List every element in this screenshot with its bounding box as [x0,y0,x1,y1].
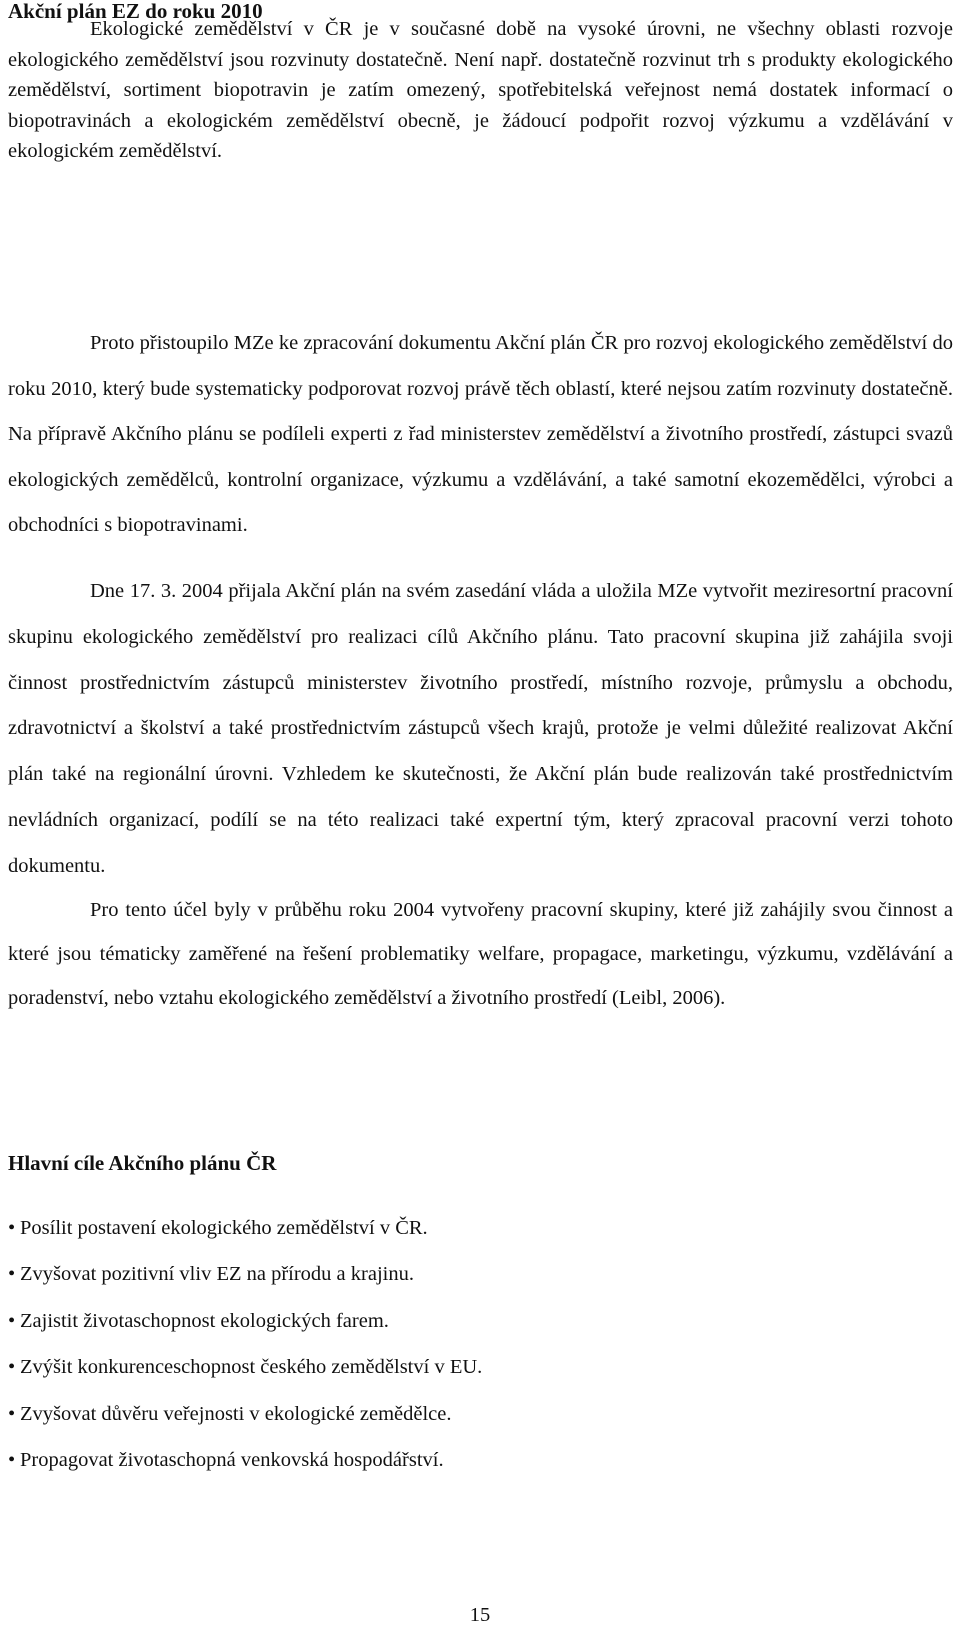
goal-text: Zajistit životaschopnost ekologických farem. [20,1309,389,1332]
goal-text: Zvýšit konkurenceschopnost českého zemědělství v EU. [20,1356,483,1379]
goals-heading: Hlavní cíle Akčního plánu ČR [8,1151,277,1175]
goal-item [8,1205,482,1251]
bullet-icon: • [8,1448,16,1471]
goal-item [8,1251,482,1297]
bullet-icon: • [8,1263,16,1286]
goal-item [8,1298,482,1344]
goal-text: Propagovat životaschopná venkovská hospodářství. [20,1448,444,1471]
bullet-icon: • [8,1309,16,1332]
goal-item [8,1437,482,1483]
goal-item [8,1391,482,1437]
goal-text: Zvyšovat pozitivní vliv EZ na přírodu a krajinu. [20,1263,414,1286]
page-number: 15 [469,1604,491,1626]
section-heading: Akční plán EZ do roku 2010 [8,0,263,23]
bullet-icon: • [8,1402,16,1425]
goals-list [8,1205,482,1483]
goal-text: Zvyšovat důvěru veřejnosti v ekologické zemědělce. [20,1402,452,1425]
paragraph-working-group: Dne 17. 3. 2004 přijala Akční plán na svém zasedání vláda a uložila MZe vytvořit meziresortní pracovní skupinu ekologického zemědělství pro realizaci cílů Akčního plánu. Tato pracovní skupina již zahájila svoji činnost prostřednictvím zástupců ministerstev životního prostředí, místního rozvoje, průmyslu a obchodu, zdravotnictví a školství a také prostřednictvím zástupců všech krajů, protože je velmi důležité realizovat Akční plán také na regionální úrovni. Vzhledem ke skutečnosti, že Akční plán bude realizován také prostřednictvím nevládních organizací, podílí se na této realizaci také expertní tým, který zpracoval pracovní verzi tohoto dokumentu. [8,580,953,877]
bullet-icon: • [8,1217,16,1239]
goal-item [8,1344,482,1390]
paragraph-working-groups-2004: Pro tento účel byly v průběhu roku 2004 vytvořeny pracovní skupiny, které již zahájily svou činnost a které jsou tématicky zaměřené na řešení problematiky welfare, propagace, marketingu, výzkumu, vzdělávání a poradenství, nebo vztahu ekologického zemědělství a životního prostředí (Leibl, 2006). [8,899,953,1009]
bullet-icon: • [8,1356,16,1379]
paragraph-action-plan: Proto přistoupilo MZe ke zpracování dokumentu Akční plán ČR pro rozvoj ekologického zemědělství do roku 2010, který bude systematicky podporovat rozvoj právě těch oblastí, které nejsou zatím rozvinuty dostatečně. Na přípravě Akčního plánu se podíleli experti z řad ministerstev zemědělství a životního prostředí, zástupci svazů ekologických zemědělců, kontrolní organizace, výzkumu a vzdělávání, a také samotní ekozemědělci, výrobci a obchodníci s biopotravinami. [8,332,953,536]
paragraph-intro: Ekologické zemědělství v ČR je v současné době na vysoké úrovni, ne všechny oblasti rozvoje ekologického zemědělství jsou rozvinuty dostatečně. Není např. dostatečně rozvinut trh s produkty ekologického zemědělství, sortiment biopotravin je zatím omezený, spotřebitelská veřejnost nemá dostatek informací o biopotravinách a ekologickém zemědělství obecně, je žádoucí podpořit rozvoj výzkumu a vzdělávání v ekologickém zemědělství. [8,18,953,163]
goal-text: Posílit postavení ekologického zemědělství v ČR. [20,1217,428,1239]
